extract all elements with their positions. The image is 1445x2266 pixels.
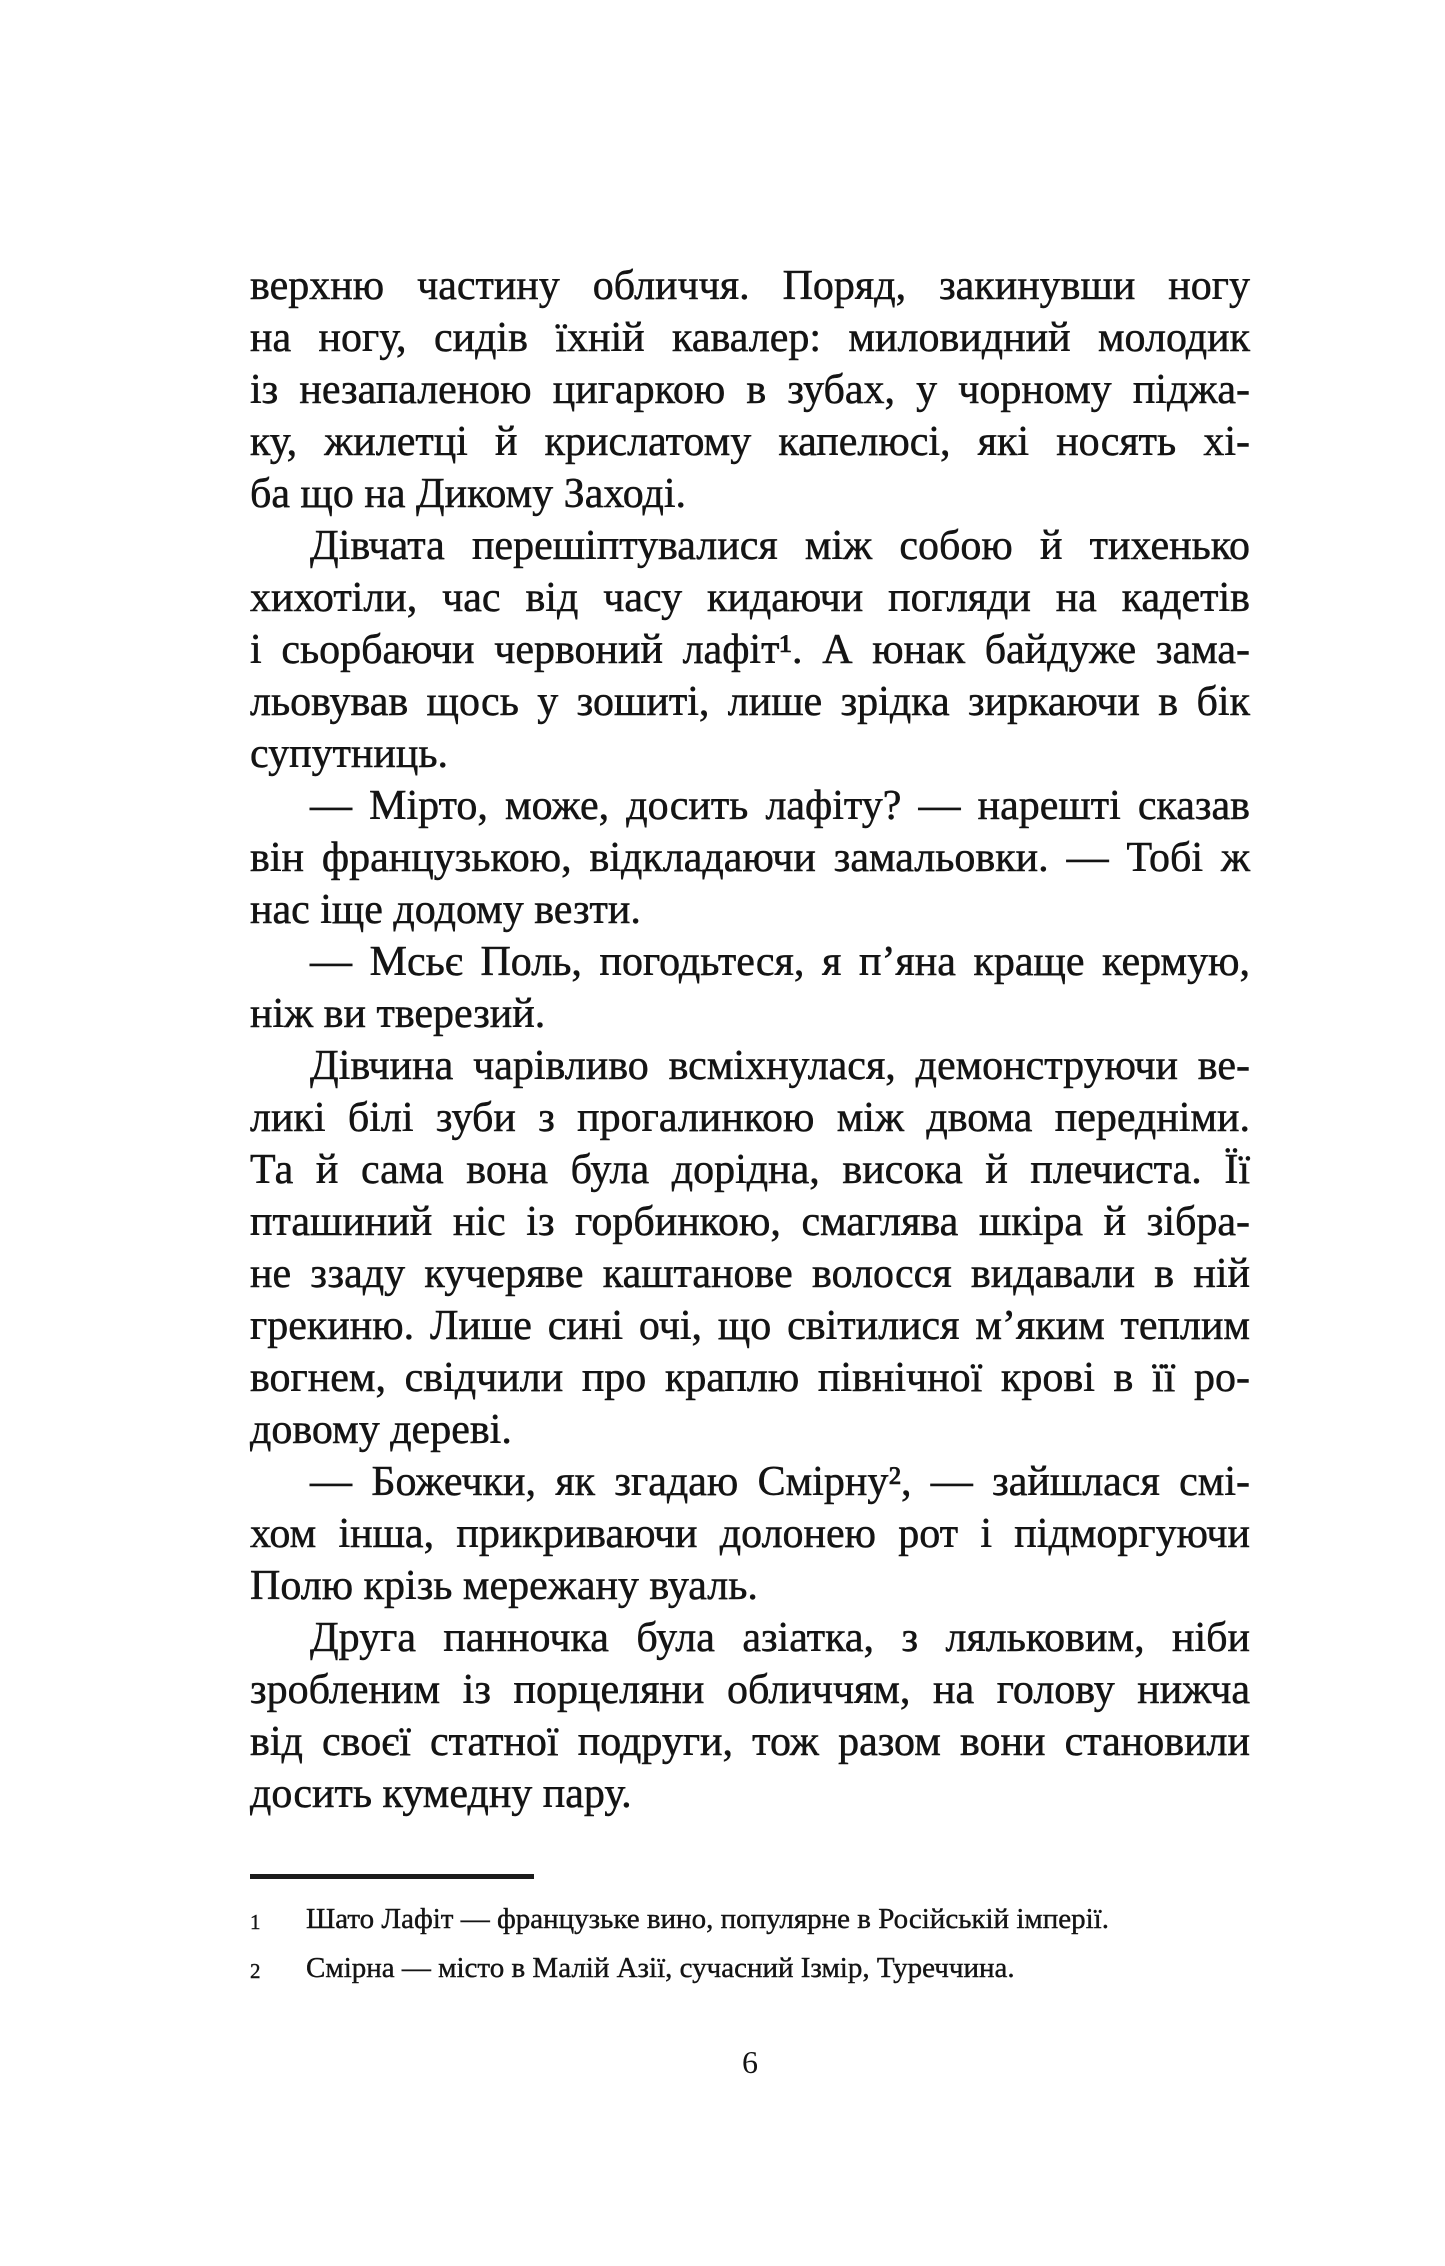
- paragraph: [250, 1040, 1250, 1456]
- footnote-marker: 1: [250, 1910, 261, 1934]
- paragraph: [250, 260, 1250, 520]
- text-line: — Мірто, може, досить лафіту? — нарешті сказав: [310, 783, 1250, 829]
- text-line: ку, жилетці й крислатому капелюсі, які носять хі-: [250, 419, 1250, 465]
- text-line: досить кумедну пару.: [250, 1771, 632, 1817]
- text-line: льовував щось у зошиті, лише зрідка зиркаючи в бік: [250, 679, 1250, 725]
- text-line: Дівчата перешіптувалися між собою й тихенько: [310, 523, 1250, 569]
- text-line: Дівчина чарівливо всміхнулася, демонструючи ве-: [310, 1043, 1250, 1089]
- text-line: — Мсьє Поль, погодьтеся, я п’яна краще кермую,: [310, 939, 1250, 985]
- footnote-text: Смірна — місто в Малій Азії, сучасний Ізмір, Туреччина.: [306, 1952, 1015, 1984]
- paragraph: [250, 780, 1250, 936]
- text-line: пташиний ніс із горбинкою, смаглява шкіра й зібра-: [250, 1199, 1250, 1245]
- footnote: [250, 1896, 1250, 1945]
- text-line: хом інша, прикриваючи долонею рот і підморгуючи: [250, 1511, 1250, 1557]
- text-line: верхню частину обличчя. Поряд, закинувши ногу: [250, 263, 1250, 309]
- text-line: супутниць.: [250, 731, 449, 777]
- text-line: ніж ви тверезий.: [250, 991, 546, 1037]
- text-line: Друга панночка була азіатка, з ляльковим, ніби: [310, 1615, 1250, 1661]
- paragraph: [250, 1456, 1250, 1612]
- text-line: зробленим із порцеляни обличчям, на голову нижча: [250, 1667, 1250, 1713]
- paragraph: [250, 520, 1250, 780]
- text-line: довому дереві.: [250, 1407, 512, 1453]
- footnote-divider: [250, 1874, 534, 1879]
- paragraph: [250, 936, 1250, 1040]
- text-line: ликі білі зуби з прогалинкою між двома передніми.: [250, 1095, 1250, 1141]
- text-line: Полю крізь мережану вуаль.: [250, 1563, 758, 1609]
- text-line: із незапаленою цигаркою в зубах, у чорному піджа-: [250, 367, 1250, 413]
- paragraph: [250, 1612, 1250, 1820]
- footnotes: [250, 1896, 1250, 1994]
- text-line: він французькою, відкладаючи замальовки. — Тобі ж: [250, 835, 1250, 881]
- text-line: нас іще додому везти.: [250, 887, 641, 933]
- text-line: на ногу, сидів їхній кавалер: миловидний молодик: [250, 315, 1250, 361]
- text-line: і сьорбаючи червоний лафіт¹. А юнак байдуже зама-: [250, 627, 1250, 673]
- body-text: [250, 260, 1250, 1820]
- text-line: вогнем, свідчили про краплю північної крові в її ро-: [250, 1355, 1250, 1401]
- page-number: 6: [742, 2044, 758, 2080]
- text-line: — Божечки, як згадаю Смірну², — зайшлася смі-: [310, 1459, 1250, 1505]
- text-line: не ззаду кучеряве каштанове волосся видавали в ній: [250, 1251, 1250, 1297]
- text-line: Та й сама вона була дорідна, висока й плечиста. Її: [250, 1147, 1250, 1193]
- text-line: хихотіли, час від часу кидаючи погляди на кадетів: [250, 575, 1250, 621]
- text-line: від своєї статної подруги, тож разом вони становили: [250, 1719, 1250, 1765]
- text-line: ба що на Дикому Заході.: [250, 471, 687, 517]
- footnote-text: Шато Лафіт — французьке вино, популярне в Російській імперії.: [306, 1903, 1109, 1935]
- footnote: [250, 1945, 1250, 1994]
- text-line: грекиню. Лише сині очі, що світилися м’яким теплим: [250, 1303, 1250, 1349]
- footnote-marker: 2: [250, 1959, 261, 1983]
